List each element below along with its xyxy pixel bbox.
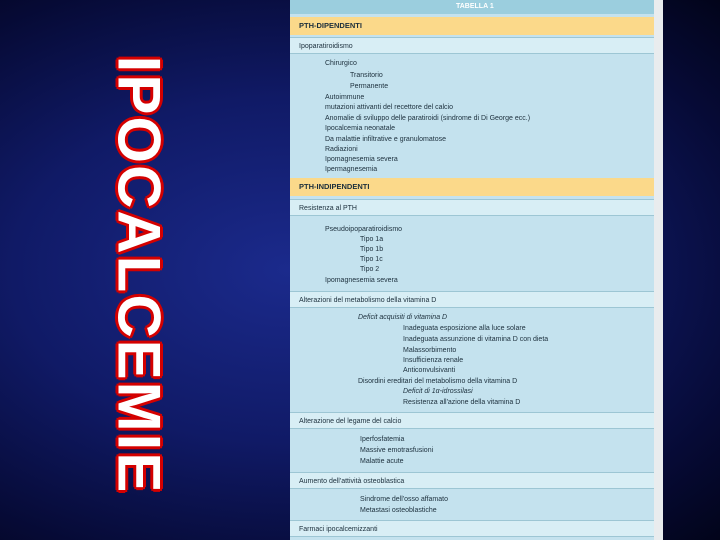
page-edge bbox=[654, 0, 663, 540]
list-item: Deficit di 1α-idrossilasi bbox=[403, 388, 473, 395]
list-item: Malassorbimento bbox=[403, 347, 457, 354]
list-item: Radiazioni bbox=[325, 146, 358, 153]
section-legame-calcio: Alterazione del legame del calcio bbox=[290, 412, 654, 429]
section-resistenza-pth: Resistenza al PTH bbox=[290, 199, 654, 216]
section-farmaci: Farmaci ipocalcemizzanti bbox=[290, 520, 654, 537]
section-vitamina-d: Alterazioni del metabolismo della vitamina D bbox=[290, 291, 654, 308]
list-item: Tipo 2 bbox=[360, 266, 380, 273]
list-item: Deficit acquisiti di vitamina D bbox=[358, 314, 448, 321]
list-item: Insufficienza renale bbox=[403, 357, 464, 364]
band-pth-dependent: PTH-DIPENDENTI bbox=[290, 17, 654, 35]
table-header bbox=[290, 0, 654, 14]
slide-title-panel bbox=[0, 0, 290, 540]
list-item: mutazioni attivanti del recettore del calcio bbox=[325, 104, 454, 111]
band-pth-independent: PTH-INDIPENDENTI bbox=[290, 178, 654, 196]
list-item: Massive emotrasfusioni bbox=[360, 447, 434, 454]
list-item: Tipo 1b bbox=[360, 246, 384, 253]
list-item: Tipo 1a bbox=[360, 236, 384, 243]
list-item: Sindrome dell'osso affamato bbox=[360, 496, 448, 503]
list-item: Chirurgico bbox=[325, 60, 357, 67]
list-item: Resistenza all'azione della vitamina D bbox=[403, 399, 521, 406]
list-item: Ipermagnesemia bbox=[325, 166, 378, 173]
table-title: TABELLA 1 bbox=[456, 3, 494, 10]
list-item: Anticonvulsivanti bbox=[403, 367, 456, 374]
list-item: Malattie acute bbox=[360, 458, 404, 465]
list-item: Tipo 1c bbox=[360, 256, 383, 263]
list-item: Ipomagnesemia severa bbox=[325, 277, 398, 284]
slide-title: IPOCALCEMIE bbox=[105, 55, 173, 495]
table-image bbox=[290, 0, 654, 540]
list-item: Iperfosfatemia bbox=[360, 436, 405, 443]
list-item: Transitorio bbox=[350, 72, 383, 79]
list-item: Ipomagnesemia severa bbox=[325, 156, 398, 163]
list-item: Anomalie di sviluppo delle paratiroidi (sindrome di Di George ecc.) bbox=[325, 115, 531, 122]
list-item: Metastasi osteoblastiche bbox=[360, 507, 437, 514]
list-item: Ipocalcemia neonatale bbox=[325, 125, 396, 132]
list-item: Pseudoipoparatiroidismo bbox=[325, 226, 403, 233]
list-item: Disordini ereditari del metabolismo della vitamina D bbox=[358, 378, 518, 385]
section-attivita-osteoblastica: Aumento dell'attività osteoblastica bbox=[290, 472, 654, 489]
list-item: Inadeguata assunzione di vitamina D con dieta bbox=[403, 336, 549, 343]
section-ipoparatiroidismo: Ipoparatiroidismo bbox=[290, 37, 654, 54]
list-item: Autoimmune bbox=[325, 94, 365, 101]
slide-title-container bbox=[105, 50, 173, 500]
list-item: Inadeguata esposizione alla luce solare bbox=[403, 325, 526, 332]
list-item: Da malattie infiltrative e granulomatose bbox=[325, 136, 447, 143]
list-item: Permanente bbox=[350, 83, 389, 90]
